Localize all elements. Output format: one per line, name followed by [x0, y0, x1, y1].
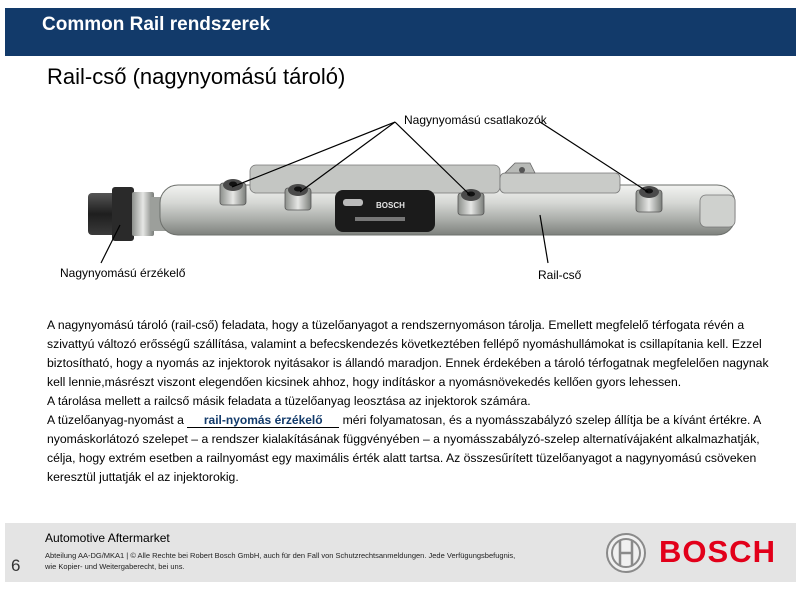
pressure-sensor — [88, 187, 168, 241]
paragraph-3-end: méri folyamatosan, és a nyomásszabályzó szelep állítja be a kívánt értékre. A nyomáskorlátozó szelepet – a rendszer kialakításának függvényében – a nyomásszabályzó-szelep alternatívájaként alkalmazhatják, célja, hogy extrém esetben a railnyomást egy maximális érték alatt tartsa. Az összesűrített tüzelőanyagot a nagynyomású csöveken keresztül juttatják el az injektorokig. — [47, 413, 761, 484]
footer-department: Automotive Aftermarket — [45, 531, 170, 545]
rail-label: Rail-cső — [538, 268, 582, 282]
slide-title: Rail-cső (nagynyomású tároló) — [47, 64, 346, 89]
bosch-badge — [335, 190, 435, 232]
paragraph-1: A nagynyomású tároló (rail-cső) feladata, hogy a tüzelőanyagot a rendszernyomáson tárolja. Emellett megfelelő térfogata révén a szivattyú változó erősségű szállítása, valamint a befecskendezés következtében fellépő nyomáshullámokat is csillapítania kell. Ezzel biztosítható, hogy a nyomás az injektorok nyitásakor is állandó maradjon. Ennek érdekében a tároló térfogatnak megfelelően nagynak kell lennie,másrészt viszont elegendően kicsinek ahhoz, hogy indításkor a nyomásnövekedés kellően gyors lehessen. — [47, 318, 769, 389]
footer-legal — [45, 550, 545, 572]
fill-in-blank — [187, 414, 339, 428]
connectors-label: Nagynyomású csatlakozók — [404, 113, 547, 127]
mounting-tab — [505, 163, 535, 173]
footer-legal-line-2: wie Kopier- und Weitergaberecht, bei uns. — [45, 562, 185, 571]
page-number: 6 — [11, 556, 21, 575]
paragraph-3-start: A tüzelőanyag-nyomást a — [47, 413, 184, 427]
connector-3 — [458, 189, 484, 215]
paragraph-2: A tárolása mellett a railcső másik feladata a tüzelőanyag leosztása az injektorok számára. — [47, 394, 531, 408]
fill-in-answer: rail-nyomás érzékelő — [203, 413, 323, 427]
connector-2 — [285, 184, 311, 210]
bosch-logo-icon — [604, 531, 648, 575]
paragraph-3 — [47, 411, 772, 487]
header-title: Common Rail rendszerek — [42, 14, 271, 35]
body-text — [47, 316, 772, 487]
footer-legal-line-1: Abteilung AA-DG/MKA1 | © Alle Rechte bei Robert Bosch GmbH, auch für den Fall von Schutzrechtsanmeldungen. Jede Verfügungsbefugnis, — [45, 551, 516, 560]
svg-text:BOSCH: BOSCH — [376, 201, 405, 210]
bosch-wordmark: BOSCH — [659, 534, 776, 569]
rail-illustration — [0, 95, 801, 295]
sensor-label: Nagynyomású érzékelő — [60, 266, 186, 280]
connector-4 — [636, 186, 662, 212]
